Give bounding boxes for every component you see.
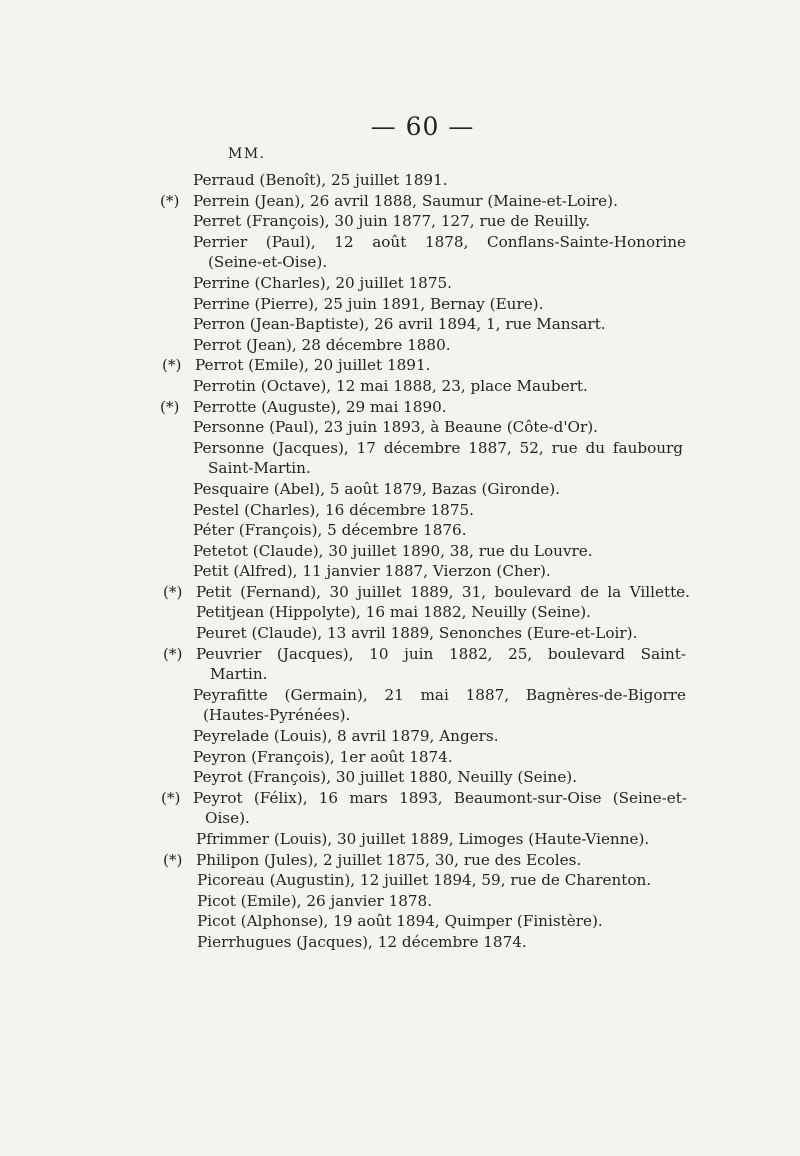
entry-text: Picot (Alphonse), 19 août 1894, Quimper (Finistère). [197,912,603,931]
entry-line [0,541,800,562]
entry-line [0,397,800,418]
entry-line [0,623,800,644]
entry-text: Peyrelade (Louis), 8 avril 1879, Angers. [193,727,499,746]
entry-text: Perrotin (Octave), 12 mai 1888, 23, place Maubert. [193,376,588,395]
entry-line [0,726,800,747]
entry-line [0,438,800,459]
entry-text: Petetot (Claude), 30 juillet 1890, 38, rue du Louvre. [193,541,593,560]
entry-text: Peyrot (Félix), 16 mars 1893, Beaumont-sur-Oise (Seine-et- [193,788,687,807]
entry-text: (Hautes-Pyrénées). [203,706,351,725]
entry-line [0,417,800,438]
entry-line [0,191,800,212]
entry-text: Peuvrier (Jacques), 10 juin 1882, 25, boulevard Saint- [196,644,686,663]
entry-line [0,294,800,315]
entry-line [0,870,800,891]
entry-text: Petitjean (Hippolyte), 16 mai 1882, Neuilly (Seine). [196,603,592,622]
entry-text: Perron (Jean-Baptiste), 26 avril 1894, 1, rue Mansart. [193,315,606,334]
entry-text: Pesquaire (Abel), 5 août 1879, Bazas (Gironde). [193,479,561,498]
entry-line [0,232,800,253]
entry-line [0,644,800,665]
entry-text: Peyrot (François), 30 juillet 1880, Neuilly (Seine). [193,768,578,787]
entry-line [0,170,800,191]
entry-line [0,314,800,335]
entry-line [0,788,800,809]
entry-text: Petit (Alfred), 11 janvier 1887, Vierzon (Cher). [193,562,551,581]
entry-line [0,458,800,479]
entry-line [0,500,800,521]
entry-line [0,561,800,582]
entry-line [0,808,800,829]
entry-line [0,829,800,850]
asterisk-marker: (*) [160,191,180,210]
entry-text: Peuret (Claude), 13 avril 1889, Senonches (Eure-et-Loir). [196,624,638,643]
entry-line [0,747,800,768]
entry-text: Perraud (Benoît), 25 juillet 1891. [193,171,448,189]
entry-text: Oise). [205,809,250,828]
entry-line [0,355,800,376]
asterisk-marker: (*) [163,644,183,663]
entry-line [0,335,800,356]
entry-text: Peyron (François), 1er août 1874. [193,747,453,766]
honorific-heading: MM. [228,146,266,162]
entry-text: Personne (Paul), 23 juin 1893, à Beaune (Côte-d'Or). [193,418,598,437]
entry-text: Perrot (Emile), 20 juillet 1891. [195,356,431,375]
entry-text: Saint-Martin. [208,459,311,478]
asterisk-marker: (*) [162,356,182,375]
entry-line [0,685,800,706]
asterisk-marker: (*) [163,582,183,601]
entry-text: Pierrhugues (Jacques), 12 décembre 1874. [197,932,527,951]
entry-text: Personne (Jacques), 17 décembre 1887, 52, rue du faubourg [193,438,683,457]
entry-line [0,767,800,788]
entry-text: (Seine-et-Oise). [208,253,328,272]
entry-text: Picot (Emile), 26 janvier 1878. [197,891,433,910]
entry-text: Pestel (Charles), 16 décembre 1875. [193,500,474,519]
entry-line [0,211,800,232]
entry-text: Peyrafitte (Germain), 21 mai 1887, Bagnères-de-Bigorre [193,685,686,704]
entry-line [0,273,800,294]
entry-text: Pfrimmer (Louis), 30 juillet 1889, Limoges (Haute-Vienne). [196,830,650,848]
entry-text: Martin. [210,665,268,684]
entry-text: Philipon (Jules), 2 juillet 1875, 30, rue des Ecoles. [196,850,582,869]
entry-line [0,664,800,685]
entry-line [0,911,800,932]
entry-line [0,850,800,871]
asterisk-marker: (*) [163,850,183,869]
entry-text: Perrotte (Auguste), 29 mai 1890. [193,397,447,416]
entry-text: Perret (François), 30 juin 1877, 127, rue de Reuilly. [193,212,591,231]
entry-text: Petit (Fernand), 30 juillet 1889, 31, boulevard de la Villette. [196,582,690,601]
entry-text: Picoreau (Augustin), 12 juillet 1894, 59, rue de Charenton. [197,871,652,890]
entry-text: Perrein (Jean), 26 avril 1888, Saumur (Maine-et-Loire). [193,191,618,210]
entry-line [0,479,800,500]
entry-line [0,602,800,623]
entry-line [0,891,800,912]
entry-line [0,582,800,603]
entry-line [0,252,800,273]
asterisk-marker: (*) [160,397,180,416]
entry-text: Perrine (Pierre), 25 juin 1891, Bernay (Eure). [193,294,544,313]
asterisk-marker: (*) [161,788,181,807]
entry-text: Perrine (Charles), 20 juillet 1875. [193,273,452,292]
entry-text: Perrier (Paul), 12 août 1878, Conflans-Sainte-Honorine [193,232,686,251]
entry-line [0,932,800,953]
page-number: — 60 — [370,112,475,141]
entry-line [0,705,800,726]
entry-list [0,170,800,953]
entry-text: Péter (François), 5 décembre 1876. [193,521,467,540]
entry-text: Perrot (Jean), 28 décembre 1880. [193,335,451,354]
entry-line [0,376,800,397]
entry-line [0,520,800,541]
